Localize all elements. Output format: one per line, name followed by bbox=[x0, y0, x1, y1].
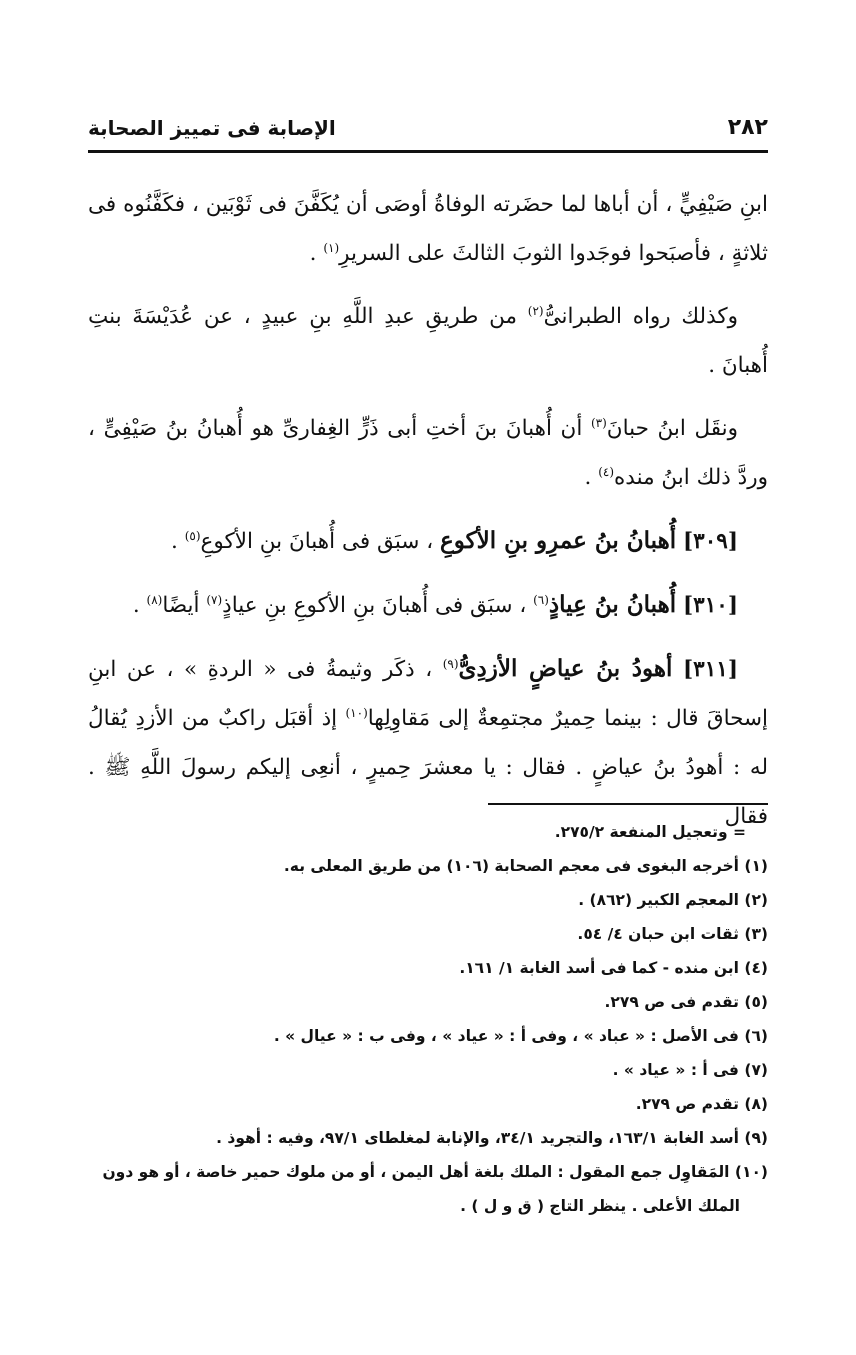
footnote-6: (٦) فى الأصل : « عباد » ، وفى أ : « عياد » ، وفى ب : « عيال » . bbox=[273, 1027, 768, 1045]
entry-311: [٣١١] أهودُ بنُ عياضٍ الأزدِىُّ$^{(٩)}$ ، ذكَر وثيمةُ فى « الردةِ » ، عن ابنِ إسحاقَ قال : بينما حِميرٌ مجتمِعةٌ إلى مَقاوِلِها$^{(١٠)}$ إذ أقبَل راكبٌ من الأزدِ يُقالُ له : أهودُ بنُ عياضٍ . فقال : يا معشرَ حِميرٍ ، أنعِى إليكم رسولَ اللَّهِ ﷺ . فقال bbox=[88, 655, 768, 829]
entry-number: [٣١١] bbox=[682, 657, 738, 682]
header-rule bbox=[88, 150, 768, 153]
entry-310: [٣١٠] أُهبانُ بنُ عِياذٍ$^{(٦)}$ ، سبَق فى أُهبانَ بنِ الأكوعِ بنِ عياذٍ$^{(٧)}$ أيضًا$^{(٨)}$ . bbox=[132, 591, 738, 618]
footnote-3: (٣) ثقات ابن حبان ٤/ ٥٤. bbox=[577, 925, 768, 943]
paragraph-3: ونقَل ابنُ حبانَ$^{(٣)}$ أن أُهبانَ بنَ أختِ أبى ذَرٍّ الغِفارىِّ هو أُهبانُ بنُ صَيْفِىٍّ ، وردَّ ذلك ابنُ منده$^{(٤)}$ . bbox=[88, 415, 768, 490]
page-number: ٢٨٢ bbox=[727, 115, 768, 140]
paragraph-1: ابنِ صَيْفِيٍّ ، أن أباها لما حضَرته الوفاةُ أوصَى أن يُكَفَّنَ فى ثَوْبَين ، فكَفَّنُوه فى ثلاثةٍ ، فأصبَحوا فوجَدوا الثوبَ الثالثَ على السريرِ$^{(١)}$ . bbox=[88, 192, 768, 266]
entry-number: [٣٠٩] bbox=[682, 529, 738, 554]
footnote-10: (١٠) المَقاوِل جمع المقول : الملك بلغة أهل اليمن ، أو من ملوك حمير خاصة ، أو هو دون الملك الأعلى . ينظر التاج ( ق و ل ) . bbox=[102, 1163, 768, 1215]
footnote-2: (٢) المعجم الكبير (٨٦٢) . bbox=[578, 891, 768, 909]
main-text bbox=[88, 180, 768, 855]
footnotes bbox=[88, 815, 768, 1223]
footnote-5: (٥) تقدم فى ص ٢٧٩. bbox=[604, 993, 768, 1011]
footnote-ref-2: (٢) bbox=[527, 303, 544, 318]
footnote-rule bbox=[488, 803, 768, 805]
footnote-ref-9: (٩) bbox=[442, 656, 459, 671]
entry-name: أهودُ بنُ عياضٍ الأزدِىُّ bbox=[458, 655, 673, 682]
entry-name: أُهبانُ بنُ عِياذٍ bbox=[548, 591, 677, 618]
page-header bbox=[88, 104, 768, 140]
footnote-7: (٧) فى أ : « عياد » . bbox=[612, 1061, 768, 1079]
footnote-ref-6: (٦) bbox=[533, 592, 549, 607]
footnote-ref-7: (٧) bbox=[206, 592, 223, 607]
running-title: الإصابة فى تمييز الصحابة bbox=[88, 116, 336, 140]
footnote-ref-4: (٤) bbox=[598, 464, 615, 479]
entry-name: أُهبانُ بنُ عمرِو بنِ الأكوعِ bbox=[440, 527, 677, 554]
footnote-ref-10: (١٠) bbox=[345, 705, 368, 720]
footnote-continuation: = وتعجيل المنفعة ٢٧٥/٢. bbox=[554, 823, 746, 841]
footnote-ref-5: (٥) bbox=[184, 528, 201, 543]
footnote-1: (١) أخرجه البغوى فى معجم الصحابة (١٠٦) من طريق المعلى به. bbox=[283, 857, 768, 875]
footnote-ref-3: (٣) bbox=[590, 415, 607, 430]
footnote-8: (٨) تقدم ص ٢٧٩. bbox=[635, 1095, 768, 1113]
footnote-ref-1: (١) bbox=[323, 240, 340, 255]
entry-309: [٣٠٩] أُهبانُ بنُ عمرِو بنِ الأكوعِ ، سبَق فى أُهبانَ بنِ الأكوعِ$^{(٥)}$ . bbox=[171, 527, 738, 554]
footnote-4: (٤) ابن منده - كما فى أسد الغابة ١/ ١٦١. bbox=[459, 959, 768, 977]
paragraph-2: وكذلك رواه الطبرانىُّ$^{(٢)}$ من طريقِ عبدِ اللَّهِ بنِ عبيدٍ ، عن عُدَيْسَةَ بنتِ أُهبانَ . bbox=[88, 303, 768, 378]
footnote-ref-8: (٨) bbox=[146, 592, 163, 607]
entry-number: [٣١٠] bbox=[682, 593, 738, 618]
footnote-9: (٩) أسد الغابة ١٦٣/١، والتجريد ٣٤/١، والإنابة لمغلطاى ٩٧/١، وفيه : أهوذ . bbox=[216, 1129, 768, 1147]
